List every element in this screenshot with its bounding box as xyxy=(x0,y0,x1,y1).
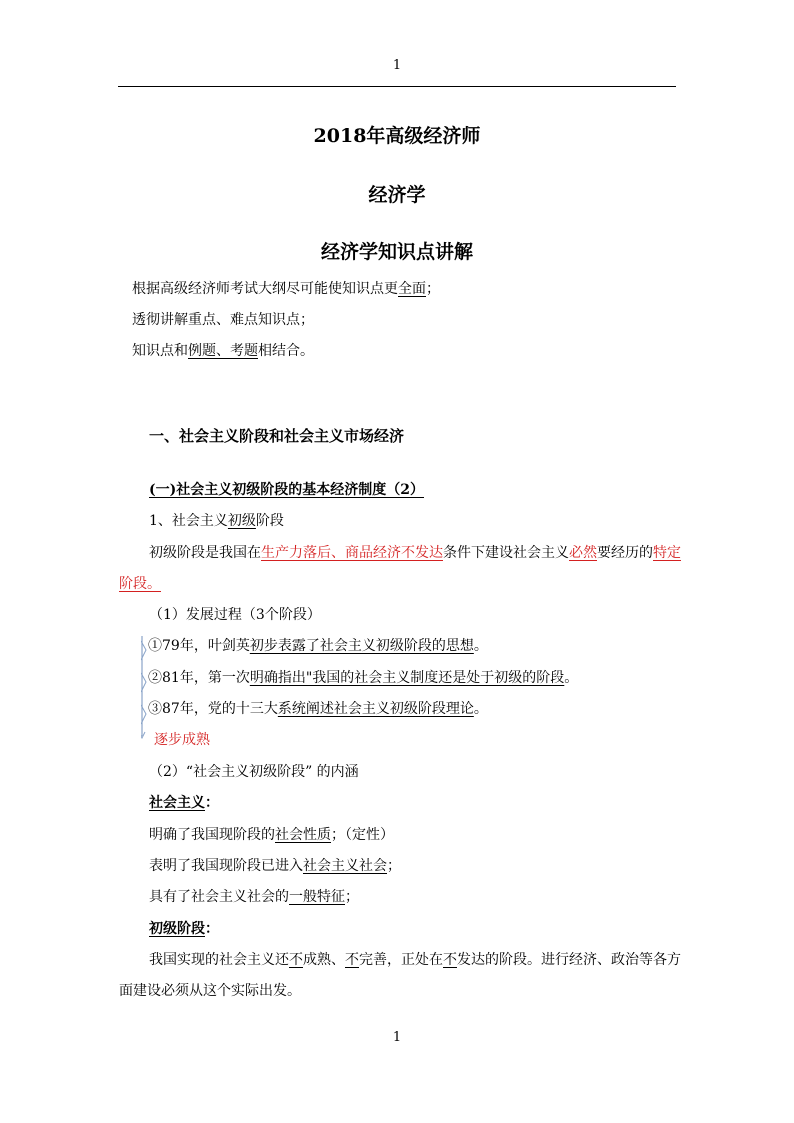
primary-stage-line-2: 面建设必须从这个实际出发。 xyxy=(119,983,301,999)
process-step-1 xyxy=(148,636,488,656)
point-text: ；（定性） xyxy=(331,827,394,843)
intro-text: 知识点和 xyxy=(132,343,188,359)
item-heading xyxy=(149,511,284,531)
socialism-point-2 xyxy=(149,856,401,876)
step-text: ③87年，党的十三大 xyxy=(148,701,278,717)
point-underline: 不 xyxy=(345,952,359,968)
primary-stage-line-1 xyxy=(149,950,681,970)
def-text: 条件下建设社会主义 xyxy=(443,545,569,561)
item-text: 1、社会主义 xyxy=(149,513,228,529)
step-underline: 初步表露了社会主义初级阶段的思想 xyxy=(249,638,474,654)
subsection-heading: (一)社会主义初级阶段的基本经济制度（2） xyxy=(149,482,424,498)
point-text: 完善，正处在 xyxy=(359,952,443,968)
def-red-underline: 特定 xyxy=(653,545,681,561)
doc-subject: 经济学 xyxy=(368,184,426,206)
def-red-underline: 生产力落后、商品经济不发达 xyxy=(261,545,443,561)
label-underline: 初级阶段 xyxy=(149,921,205,937)
socialism-label xyxy=(149,793,219,813)
header-page-number: 1 xyxy=(392,58,402,73)
process-conclusion: 逐步成熟 xyxy=(154,732,210,748)
def-red-underline: 必然 xyxy=(569,545,597,561)
section-heading: 一、社会主义阶段和社会主义市场经济 xyxy=(149,427,405,445)
intro-text: 相结合。 xyxy=(258,343,314,359)
step-text: 。 xyxy=(473,638,488,654)
point-text: 发达的阶段。进行经济、政治等各方 xyxy=(457,952,681,968)
intro-line-3 xyxy=(132,341,314,361)
intro-underline: 例题、考题 xyxy=(188,343,258,359)
meaning-heading: （2）“社会主义初级阶段” 的内涵 xyxy=(149,764,359,780)
point-underline: 不 xyxy=(289,952,303,968)
def-text: 初级阶段是我国在 xyxy=(149,545,261,561)
primary-stage-label xyxy=(149,919,219,939)
socialism-point-3 xyxy=(149,887,359,907)
step-text: 。 xyxy=(473,701,488,717)
doc-title: 2018年高级经济师 xyxy=(313,125,481,147)
step-underline: 明确指出"我国的社会主义制度还是处于初级的阶段 xyxy=(249,670,565,686)
doc-subtitle: 经济学知识点讲解 xyxy=(320,241,473,263)
point-text: ； xyxy=(345,889,359,905)
process-heading: （1）发展过程（3个阶段） xyxy=(149,607,321,623)
point-text: 具有了社会主义社会的 xyxy=(149,889,289,905)
point-underline: 一般特征 xyxy=(289,889,345,905)
step-text: ②81年，第一次 xyxy=(148,670,250,686)
def-text: 要经历的 xyxy=(597,545,653,561)
item-text: 阶段 xyxy=(255,513,284,529)
definition-line-2: 阶段。 xyxy=(119,576,161,592)
point-text: 我国实现的社会主义还 xyxy=(149,952,289,968)
intro-line-1 xyxy=(132,279,440,299)
socialism-point-1 xyxy=(149,825,394,845)
step-text: 。 xyxy=(564,670,579,686)
point-underline: 社会性质 xyxy=(275,827,331,843)
intro-text: ； xyxy=(426,281,440,297)
footer-page-number: 1 xyxy=(392,1030,402,1045)
definition-line-1 xyxy=(149,543,681,563)
intro-underline: 全面 xyxy=(398,281,426,297)
timeline-arrow-icon xyxy=(141,636,147,739)
header-rule xyxy=(118,86,676,87)
process-step-2 xyxy=(148,668,578,688)
point-text: ； xyxy=(387,858,401,874)
intro-text: 根据高级经济师考试大纲尽可能使知识点更 xyxy=(132,281,398,297)
item-underline: 初级 xyxy=(227,513,256,529)
process-step-3 xyxy=(148,699,488,719)
intro-line-2: 透彻讲解重点、难点知识点； xyxy=(132,312,314,328)
step-underline: 系统阐述社会主义初级阶段理论 xyxy=(277,701,474,717)
point-text: 表明了我国现阶段已进入 xyxy=(149,858,303,874)
label-colon: ： xyxy=(205,921,219,937)
step-text: ①79年，叶剑英 xyxy=(148,638,250,654)
point-text: 成熟、 xyxy=(303,952,345,968)
label-colon: ： xyxy=(205,795,219,811)
point-underline: 不 xyxy=(443,952,457,968)
point-text: 明确了我国现阶段的 xyxy=(149,827,275,843)
label-underline: 社会主义 xyxy=(149,795,205,811)
point-underline: 社会主义社会 xyxy=(303,858,387,874)
